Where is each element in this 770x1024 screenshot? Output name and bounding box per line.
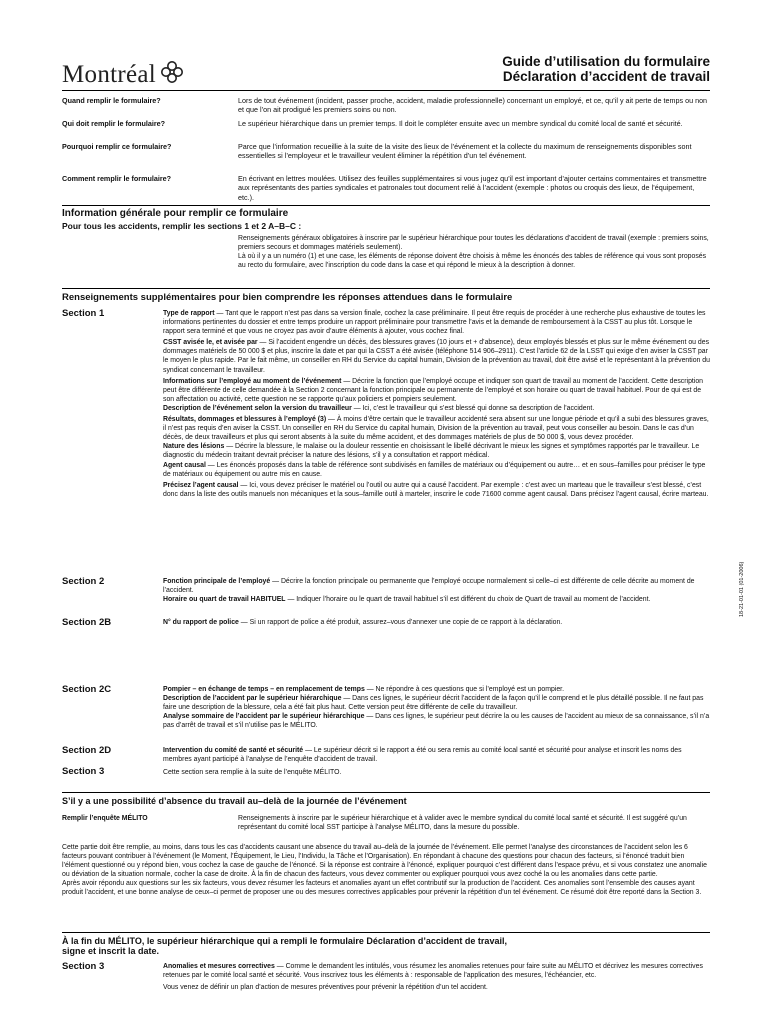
absence-paragraph: Après avoir répondu aux questions sur les six facteurs, vous devez résumer les facteurs et anomalies ayant un effet contributif sur la production de l’accident. Ces anomalies sont l’ensemble des causes ayant produit l’accident, et une bonne analyse de ceux–ci permet de proposer une ou des mesures correctives applicables pour prévenir la répétition d’un tel événement. Ce résumé doit être reporté dans la Section 3. [62,880,702,897]
qa-row [62,119,710,128]
section-2b-label: Section 2B [62,617,112,628]
section-2d-label: Section 2D [62,745,112,756]
item: Agent causal — Les énoncés proposés dans la table de référence sont subdivisés en familles de matériaux ou d’équipement ou autre… et en sous–familles pour préciser le type de matériaux ou équipement ou autre mis en cause. [163,461,706,478]
section-2c-label: Section 2C [62,684,112,695]
final-heading-line-2: signe et inscrit la date. [62,946,160,956]
final-content [163,962,711,992]
absence-text [62,843,710,898]
final-last: Vous venez de définir un plan d’action de mesures préventives pour prévenir la répétition d’un tel accident. [163,984,488,992]
qa-answer: Parce que l’information recueillie à la suite de la visite des lieux de l’événement et la collecte du maximum de renseignements disponibles sont essentielles si l’employeur et le travailleur veulent éliminer la répétition d’un tel événement. [238,142,692,161]
section-rule [62,932,710,933]
absence-paragraph: Cette partie doit être remplie, au moins, dans tous les cas d’accidents causant une absence du travail au–delà de la journée de l’événement. Elle permet l’analyse des circonstances de l’accident selon les 6 facteurs pouvant contribuer à l’événement (le Moment, l’Équipement, le Lieu, l’Individu, la Tâche et l’Organisation). En répondant à chacune des questions pour chacun des facteurs, si l’énoncé traduit bien l’élément questionné ou y répond bien, vous cochez la case de gauche de l’énoncé. Si la réponse est contraire à l’énoncé, expliquer pourquoi c’est différent dans l’espace prévu, et si vous constatez une anomalie ou déviation de la situation normale, cocher la case de droite. À la fin de chacun des facteurs, vous devez commenter ou expliquer pourquoi vous avez coché la ou les anomalies dans cette partie. [62,844,707,879]
supp-heading: Renseignements supplémentaires pour bien comprendre les réponses attendues dans le formulaire [62,292,513,303]
section-2-label: Section 2 [62,576,105,587]
section-3-label: Section 3 [62,766,105,777]
qa-question: Pourquoi remplir ce formulaire? [62,142,172,151]
title-line-2: Déclaration d’accident de travail [502,69,710,84]
item: CSST avisée le, et avisée par — Si l’accident engendre un décès, des blessures graves (10 jours et + d’absence), deux employés blessés et plus sur le même événement ou des dommages matériels de 50 000 $ et plus, inscrire la date et par qui la CSST a été avisée (téléphone 514 906–2911). C’est l’article 62 de la LSST qui exige d’en aviser la CSST par le moyen le plus rapide. Par le fait même, un conseiller en RH du Service du capital humain, Division de la prévention au travail, doit être avisé et le représentant à la prévention du syndicat concernant le travailleur. [163,339,710,374]
item: Pompier – en échange de temps – en remplacement de temps — Ne répondre à ces questions que si l’employé est un pompier. [163,686,565,693]
final-heading-line-1: À la fin du MÉLITO, le supérieur hiérarchique qui a rempli le formulaire Déclaration d’accident de travail, [62,936,507,946]
general-paragraph: Là où il y a un numéro (1) et une case, les éléments de réponse doivent être choisis à même les énoncés des tables de référence qui vous sont proposés au recto du formulaire, avec l’inscription du code dans la case et qui répond le mieux à la description à donner. [238,253,707,270]
item: Précisez l’agent causal — Ici, vous devez préciser le matériel ou l’outil ou autre qui a causé l’accident. Par exemple : c’est avec un marteau que le travailleur s’est blessé, c’est donc dans la liste des outils manuels non mécaniques et la sous–famille outil à marteler, inscrire le code 71600 comme agent causal. Dans précisez l’agent causal, écrire marteau. [163,481,709,498]
item: Description de l’accident par le supérieur hiérarchique — Dans ces lignes, le supérieur décrit l’accident de la façon qu’il le comprend et le plus détaillé possible. Il ne faut pas faire une description de la blessure, cela a été fait plus haut. Cette version peut être différente de celle du travailleur. [163,695,704,712]
item: Fonction principale de l’employé — Décrire la fonction principale ou permanente que l’employé occupe normalement si celle–ci est différente de celle décrite au moment de l’accident. [163,578,695,595]
section-1-label: Section 1 [62,308,105,319]
section-1-content [163,309,711,499]
general-paragraph: Renseignements généraux obligatoires à inscrire par le supérieur hiérarchique pour toutes les déclarations d’accident de travail (exemple : premiers soins, premiers secours et dommages matériels seulement). [238,235,709,252]
item: Anomalies et mesures correctives — Comme le demandent les intitulés, vous résumez les anomalies retenues pour faire suite au MÉLITO et décrivez les mesures correctives retenues par le comité local santé et sécurité. Vous inscrivez tous les éléments à : responsable de l’application des mesures, l’échéancier, etc. [163,963,703,980]
item: Nature des lésions — Décrire la blessure, le malaise ou la douleur ressentie en choisissant le libellé décrivant le mieux les signes et symptômes rapportés par le travailleur. Le diagnostic du médecin traitant devrait préciser la nature des lésions, s’il y a consultation et rapport médical. [163,443,700,460]
qa-question: Comment remplir le formulaire? [62,174,172,183]
final-section-3-label: Section 3 [62,961,105,972]
qa-question: Quand remplir le formulaire? [62,96,161,105]
general-subheading: Pour tous les accidents, remplir les sections 1 et 2 A–B–C : [62,221,302,231]
item: Horaire ou quart de travail HABITUEL — Indiquer l’horaire ou le quart de travail habituel s’il est différent du choix de Quart de travail au moment de l’accident. [163,596,651,604]
item: Résultats, dommages et blessures à l’employé (3) — À moins d’être certain que le travailleur accidenté sera absent sur une longue période et qu’il a subi des blessures graves, il n’est pas requis d’en aviser la CSST. Un conseiller en RH du Service du capital humain, Division de la prévention au travail, peut vous conseiller au besoin. Dans le cas d’un décès, de deux travailleurs et plus qui seront absents à la suite du même accident, et des dommages matériels de plus de 50 000 $, vous devez procéder. [163,416,709,442]
qa-row [62,142,710,161]
section-2d-content [163,746,711,764]
qa-answer: En écrivant en lettres moulées. Utilisez des feuilles supplémentaires si vous jugez qu’il est important d’ajouter certains commentaires et transmettre aux représentants des parties syndicales et patronales tout document relié à l’accident (exemple : photos ou croquis des lieux, de l’équipement, etc.). [238,174,707,202]
form-code: 18-21-01-01 (01-2006) [739,561,745,617]
logo-text: Montréal [62,60,157,88]
absence-question: Remplir l’enquête MÉLITO [62,815,148,822]
montreal-rosette-icon [160,60,184,89]
logo [62,60,184,89]
qa-question: Qui doit remplir le formulaire? [62,119,166,128]
item: Description de l’événement selon la version du travailleur — Ici, c’est le travailleur qui s’est blessé qui donne sa description de l’accident. [163,404,595,412]
item: Analyse sommaire de l’accident par le supérieur hiérarchique — Dans ces lignes, le supérieur peut décrire la ou les causes de l’accident au mieux de sa connaissance, s’il n’a pas d’arrêt de travail et s’il n’utilise pas le MÉLITO. [163,713,710,730]
item: Informations sur l’employé au moment de l’événement — Décrire la fonction que l’employé occupe et indiquer son quart de travail au moment de l’accident. Cette description peut être différente de celle demandée à la Section 2 concernant la fonction principale ou permanente de l’employé et son horaire ou quart de travail habituel. Pour de qui est de son affectation ou activité, cette question ne se rapporte qu’aux policiers et pompiers seulement. [163,377,704,403]
qa-answer: Le supérieur hiérarchique dans un premier temps. Il doit le compléter ensuite avec un membre syndical du comité local de santé et sécurité. [238,119,683,128]
section-2-content [163,577,711,604]
absence-heading: S’il y a une possibilité d’absence du travail au–delà de la journée de l’événement [62,796,407,806]
section-2c-content [163,685,711,730]
item: N° du rapport de police — Si un rapport de police a été produit, assurez–vous d’annexer une copie de ce rapport à la déclaration. [163,619,563,626]
general-heading: Information générale pour remplir ce formulaire [62,208,289,219]
final-heading [62,936,710,956]
document-title [502,54,710,84]
absence-answer: Renseignements à inscrire par le supérieur hiérarchique et à valider avec le membre syndical du comité local santé et sécurité. Il est suggéré qu’un représentant du comité local SST participe à l’analyse MÉLITO, dans la mesure du possible. [238,815,687,832]
qa-row [62,174,710,202]
qa-answer: Lors de tout événement (incident, passer proche, accident, maladie professionnelle) concernant un employé, et ce, qu’il y ait perte de temps ou non et que l’on ait prodigué les premiers soins ou non. [238,96,708,115]
section-rule [62,205,710,206]
section-2b-content [163,618,711,627]
item: Type de rapport — Tant que le rapport n’est pas dans sa version finale, cochez la case préliminaire. Il peut être requis de procéder à une recherche plus exhaustive de toutes les informations pertinentes du dossier et entre temps produire un rapport préliminaire pour transmettre l’avis et la demande de remboursement à la CSST au plus tôt. Lorsque le rapport sera terminé et que vous ne croyez pas avoir d’autre éléments à ajouter, vous cochez final. [163,310,706,336]
qa-row [62,96,710,115]
section-3-text: Cette section sera remplie à la suite de l’enquête MÉLITO. [163,769,342,776]
general-text [238,234,710,270]
top-rule [62,90,710,91]
item: Intervention du comité de santé et sécurité — Le supérieur décrit si le rapport a été ou sera remis au comité local santé et sécurité pour analyse et inscrit les noms des membres ayant participé à l’analyse de l’enquête d’accident de travail. [163,747,682,764]
title-line-1: Guide d’utilisation du formulaire [502,54,710,69]
section-rule [62,288,710,289]
section-rule [62,792,710,793]
